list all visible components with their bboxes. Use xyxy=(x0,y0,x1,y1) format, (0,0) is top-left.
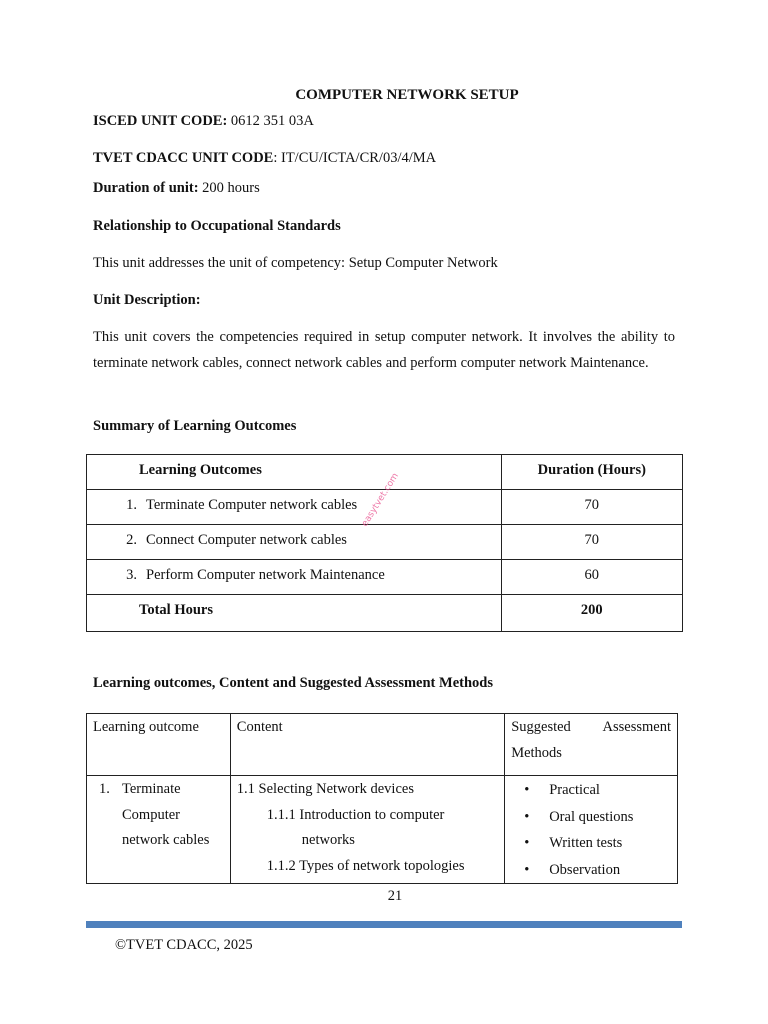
row-number: 2. xyxy=(126,532,137,548)
outcome-name: Perform Computer network Maintenance xyxy=(146,567,385,583)
assessment-table xyxy=(86,713,678,884)
outcome-hours: 70 xyxy=(584,497,600,513)
table-row xyxy=(87,525,683,560)
total-hours: 200 xyxy=(580,602,603,618)
duration-label: Duration of unit: xyxy=(93,180,199,196)
methods-column-header: Suggested Assessment Methods xyxy=(511,719,671,761)
list-item: • Observation xyxy=(524,857,677,884)
content-subtopic: 1.1.1 Introduction to computer xyxy=(266,806,445,823)
relationship-heading xyxy=(93,218,341,235)
tvet-code-value: : IT/CU/ICTA/CR/03/4/MA xyxy=(273,150,437,166)
assessment-methods-list xyxy=(505,776,677,883)
learning-outcome-cell xyxy=(87,776,230,854)
isced-code-value: 0612 351 03A xyxy=(227,113,314,129)
row-number: 3. xyxy=(126,567,137,583)
summary-table xyxy=(86,454,683,632)
unit-description-heading-text: Unit Description: xyxy=(93,292,201,308)
outcome-line: Computer xyxy=(122,806,180,823)
relationship-text: This unit addresses the unit of competency: Setup Computer Network xyxy=(93,255,498,271)
outcome-name: Connect Computer network cables xyxy=(146,532,347,548)
learning-outcome-column-header: Learning outcome xyxy=(93,719,199,735)
assessment-heading-text: Learning outcomes, Content and Suggested Assessment Methods xyxy=(93,675,493,691)
footer-copyright: ©TVET CDACC, 2025 xyxy=(115,937,253,953)
content-topic: 1.1 Selecting Network devices xyxy=(236,781,414,797)
assessment-heading xyxy=(93,675,493,692)
duration-value: 200 hours xyxy=(198,180,260,196)
list-item: • Practical xyxy=(524,777,677,804)
total-label: Total Hours xyxy=(139,602,213,618)
outcome-line: Terminate xyxy=(122,781,181,797)
tvet-code-line xyxy=(93,150,436,167)
table-row xyxy=(87,776,678,884)
page-number: 21 xyxy=(387,888,403,904)
isced-code-line xyxy=(93,113,314,130)
footer-divider xyxy=(86,921,682,928)
content-subtopic: 1.1.2 Types of network topologies xyxy=(266,857,465,874)
content-subtopic-continued: networks xyxy=(301,832,355,848)
row-number: 1. xyxy=(99,781,110,797)
table-row xyxy=(87,560,683,595)
outcomes-column-header: Learning Outcomes xyxy=(139,462,262,478)
summary-heading-text: Summary of Learning Outcomes xyxy=(93,418,297,434)
duration-column-header: Duration (Hours) xyxy=(537,462,646,478)
list-item: • Written tests xyxy=(524,830,677,857)
relationship-heading-text: Relationship to Occupational Standards xyxy=(93,218,341,234)
outcome-name: Terminate Computer network cables xyxy=(146,497,358,513)
total-row xyxy=(87,595,683,632)
watermark: easytvet.com xyxy=(360,471,401,529)
summary-heading xyxy=(93,418,296,435)
content-cell xyxy=(231,776,504,879)
outcome-line: network cables xyxy=(122,832,210,848)
assessment-table-header xyxy=(87,714,678,776)
outcome-hours: 70 xyxy=(584,532,600,548)
content-column-header: Content xyxy=(236,719,283,735)
unit-description-text: This unit covers the competencies required in setup computer network. It involves the ability to terminate network cables, connect network cables and perform computer network Maintenance. xyxy=(93,329,675,371)
isced-code-label: ISCED UNIT CODE: xyxy=(93,113,228,129)
row-number: 1. xyxy=(126,497,137,513)
document-title: COMPUTER NETWORK SETUP xyxy=(295,87,519,103)
unit-description-heading xyxy=(93,292,201,309)
tvet-code-label: TVET CDACC UNIT CODE xyxy=(93,150,274,166)
outcome-hours: 60 xyxy=(584,567,600,583)
duration-line xyxy=(93,180,260,197)
list-item: • Oral questions xyxy=(524,804,677,831)
